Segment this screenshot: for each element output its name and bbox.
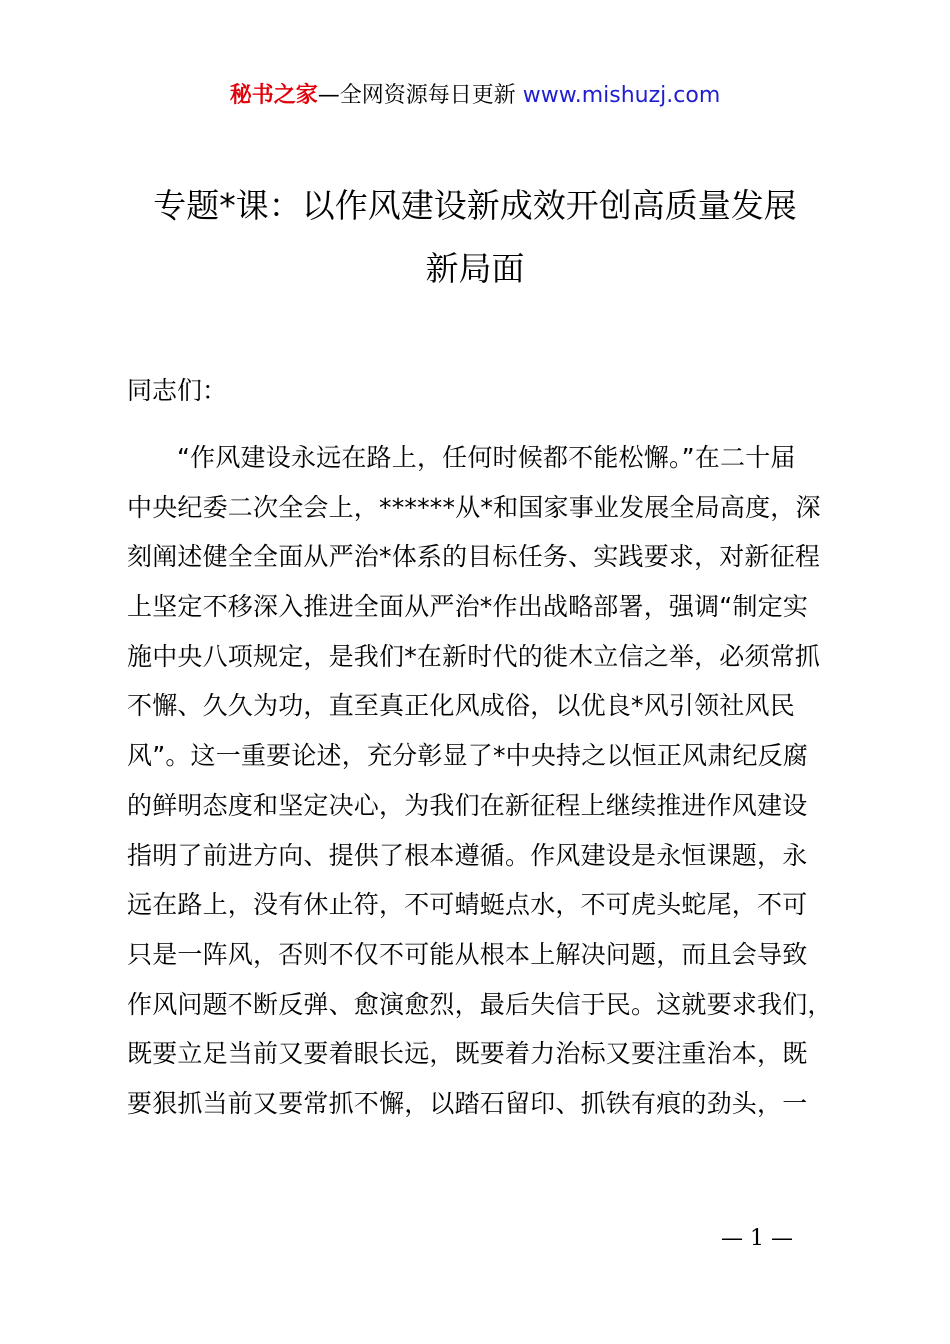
salutation: 同志们：	[127, 376, 228, 405]
paragraph-line: 施中央八项规定，是我们*在新时代的徙木立信之举，必须常抓	[127, 641, 821, 671]
paragraph-line: 刻阐述健全全面从严治*体系的目标任务、实践要求，对新征程	[127, 542, 821, 572]
site-header	[0, 80, 950, 112]
paragraph-line: 的鲜明态度和坚定决心，为我们在新征程上继续推进作风建设	[127, 790, 808, 820]
paragraph-line: “作风建设永远在路上，任何时候都不能松懈。”在二十届	[177, 443, 796, 472]
paragraph-line: 既要立足当前又要着眼长远，既要着力治标又要注重治本，既	[127, 1039, 808, 1069]
website-link[interactable]: www.mishuzj.com	[522, 83, 721, 108]
brand-name: 秘书之家	[229, 83, 318, 108]
paragraph-line: 只是一阵风，否则不仅不可能从根本上解决问题，而且会导致	[127, 939, 808, 969]
paragraph-line: 不懈、久久为功，直至真正化风成俗，以优良*风引领社风民	[127, 691, 795, 721]
document-title-line-1: 专题*课：以作风建设新成效开创高质量发展	[153, 186, 797, 225]
paragraph-line: 上坚定不移深入推进全面从严治*作出战略部署，强调“制定实	[127, 592, 809, 622]
page-number: — 1 —	[721, 1226, 793, 1251]
paragraph-line: 作风问题不断反弹、愈演愈烈，最后失信于民。这就要求我们，	[127, 989, 833, 1019]
document-title-line-2: 新局面	[425, 249, 525, 288]
body-paragraph	[127, 433, 837, 1129]
paragraph-line: 要狠抓当前又要常抓不懈，以踏石留印、抓铁有痕的劲头，一	[127, 1088, 808, 1118]
paragraph-line: 中央纪委二次全会上，******从*和国家事业发展全局高度，深	[127, 492, 821, 522]
header-tagline: —全网资源每日更新	[317, 83, 523, 108]
paragraph-line: 风”。这一重要论述，充分彰显了*中央持之以恒正风肃纪反腐	[127, 741, 809, 771]
paragraph-line: 指明了前进方向、提供了根本遵循。作风建设是永恒课题，永	[127, 840, 808, 870]
paragraph-line: 远在路上，没有休止符，不可蜻蜓点水，不可虎头蛇尾，不可	[127, 890, 808, 920]
